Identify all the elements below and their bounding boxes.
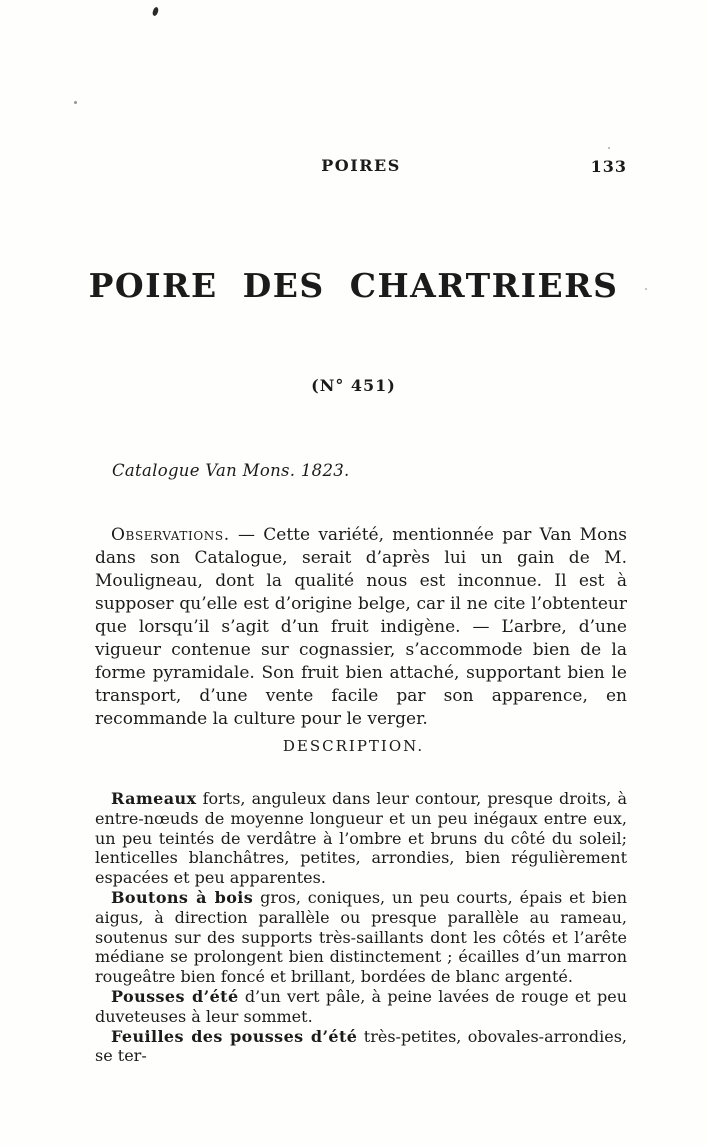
paragraph-lead: Pousses d’été [111,986,239,1006]
paragraph-lead: Feuilles des pousses d’été [111,1026,358,1046]
variety-number: (N° 451) [311,376,396,395]
paragraph-feuilles-pousses-ete [95,1027,627,1067]
observations-paragraph [95,524,627,731]
section-heading: DESCRIPTION. [282,737,425,755]
running-title: POIRES [321,156,401,175]
paragraph-rameaux [95,789,627,888]
paragraph-boutons-a-bois [95,888,627,987]
observations-text: — Cette variété, mentionnée par Van Mons dans son Catalogue, serait d’après lui un gain de M. Mouligneau, dont la qualité nous est inconnue. Il est à supposer qu’elle est d’origine belge, car il ne cite l’obtenteur que lorsqu’il s’agit d’un fruit indigène. — L’arbre, d’une vigueur contenue sur cognassier, s’accommode bien de la forme pyramidale. Son fruit bien attaché, supportant bien le transport, d’une vente facile par son apparence, en recommande la culture pour le verger. [95,525,627,729]
ink-speck [608,147,610,149]
ink-speck [151,6,159,16]
paragraph-lead: Boutons à bois [111,887,254,907]
paragraph-text: très-petites, obovales-arrondies, se ter- [95,1026,627,1066]
page-number: 133 [590,157,627,176]
paragraph-text: d’un vert pâle, à peine lavées de rouge et peu duveteuses à leur sommet. [95,986,627,1026]
catalogue-reference: Catalogue Van Mons. 1823. [112,461,350,480]
paragraph-text: gros, coniques, un peu courts, épais et bien aigus, à direction parallèle ou presque parallèle au rameau, soutenus sur des supports très-saillants dont les côtés et l’arête médiane se prolongent bien distinctement ; écailles d’un marron rougeâtre bien foncé et brillant, bordées de blanc argenté. [95,887,627,987]
ink-speck [74,101,77,104]
paragraph-pousses-ete [95,987,627,1027]
paragraph-text: forts, anguleux dans leur contour, presque droits, à entre-nœuds de moyenne longueur et un peu inégaux entre eux, un peu teintés de verdâtre à l’ombre et bruns du côté du soleil; lenticelles blanchâtres, petites, arrondies, bien régulièrement espacées et peu apparentes. [95,789,627,888]
page-header [95,156,627,180]
variety-title: POIRE DES CHARTRIERS [88,266,619,305]
description-section [95,789,627,1066]
observations-label: Observations. [111,525,230,545]
paragraph-lead: Rameaux [111,789,197,808]
